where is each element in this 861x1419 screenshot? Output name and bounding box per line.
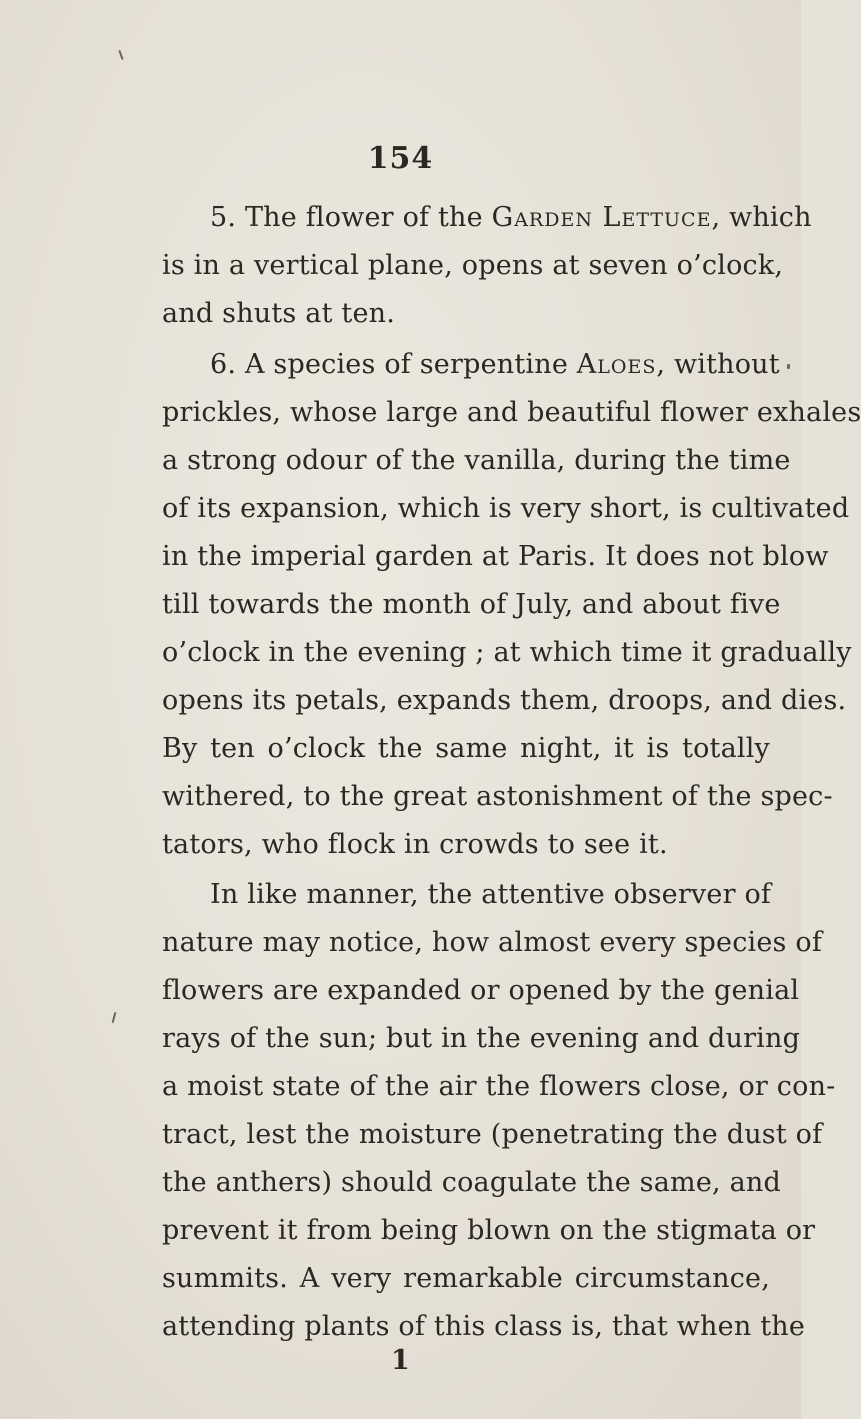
p6-line-1-tail: , without: [656, 349, 780, 380]
signature-mark: 1: [391, 1345, 410, 1376]
p7-line-9: summits. A very remarkable circumstance,: [162, 1263, 770, 1294]
p6-line-11: tators, who flock in crowds to see it.: [162, 829, 668, 860]
p6-line-7: o’clock in the evening ; at which time it gradually: [162, 637, 852, 668]
p7-line-4: rays of the sun; but in the evening and during: [162, 1023, 801, 1054]
p6-line-10: withered, to the great astonishment of the spec-: [162, 781, 833, 812]
p6-line-1-text: 6. A species of serpentine: [210, 349, 568, 380]
p6-line-8: opens its petals, expands them, droops, and dies.: [162, 685, 847, 716]
p5-line-1-text: 5. The flower of the: [210, 202, 483, 233]
page-number: 154: [367, 141, 434, 176]
p6-line-5: in the imperial garden at Paris. It does not blow: [162, 541, 829, 572]
p7-line-10: attending plants of this class is, that when the: [162, 1311, 806, 1342]
p7-line-8: prevent it from being blown on the stigmata or: [162, 1215, 816, 1246]
p6-line-4: of its expansion, which is very short, is cultivated: [162, 493, 850, 524]
p6-line-3: a strong odour of the vanilla, during the time: [162, 445, 791, 476]
p7-line-7: the anthers) should coagulate the same, and: [162, 1167, 781, 1198]
p6-line-1: [210, 340, 780, 390]
plant-name-garden-lettuce: Garden Lettuce: [491, 202, 712, 233]
p7-line-1: In like manner, the attentive observer of: [210, 879, 772, 910]
p6-line-2: prickles, whose large and beautiful flower exhales: [162, 397, 861, 428]
p7-line-2: nature may notice, how almost every species of: [162, 927, 823, 958]
p7-line-6: tract, lest the moisture (penetrating the dust of: [162, 1119, 823, 1150]
plant-name-aloes: Aloes: [576, 349, 657, 380]
p5-line-2: is in a vertical plane, opens at seven o’clock,: [162, 250, 784, 281]
p5-line-3: and shuts at ten.: [162, 298, 396, 329]
p6-line-9: By ten o’clock the same night, it is totally: [162, 733, 770, 764]
p7-line-5: a moist state of the air the flowers close, or con-: [162, 1071, 836, 1102]
p7-line-3: flowers are expanded or opened by the genial: [162, 975, 800, 1006]
p6-line-6: till towards the month of July, and about five: [162, 589, 781, 620]
p5-line-1: [210, 193, 812, 243]
p5-line-1-tail: , which: [711, 202, 812, 233]
paper-speck: [787, 364, 790, 369]
